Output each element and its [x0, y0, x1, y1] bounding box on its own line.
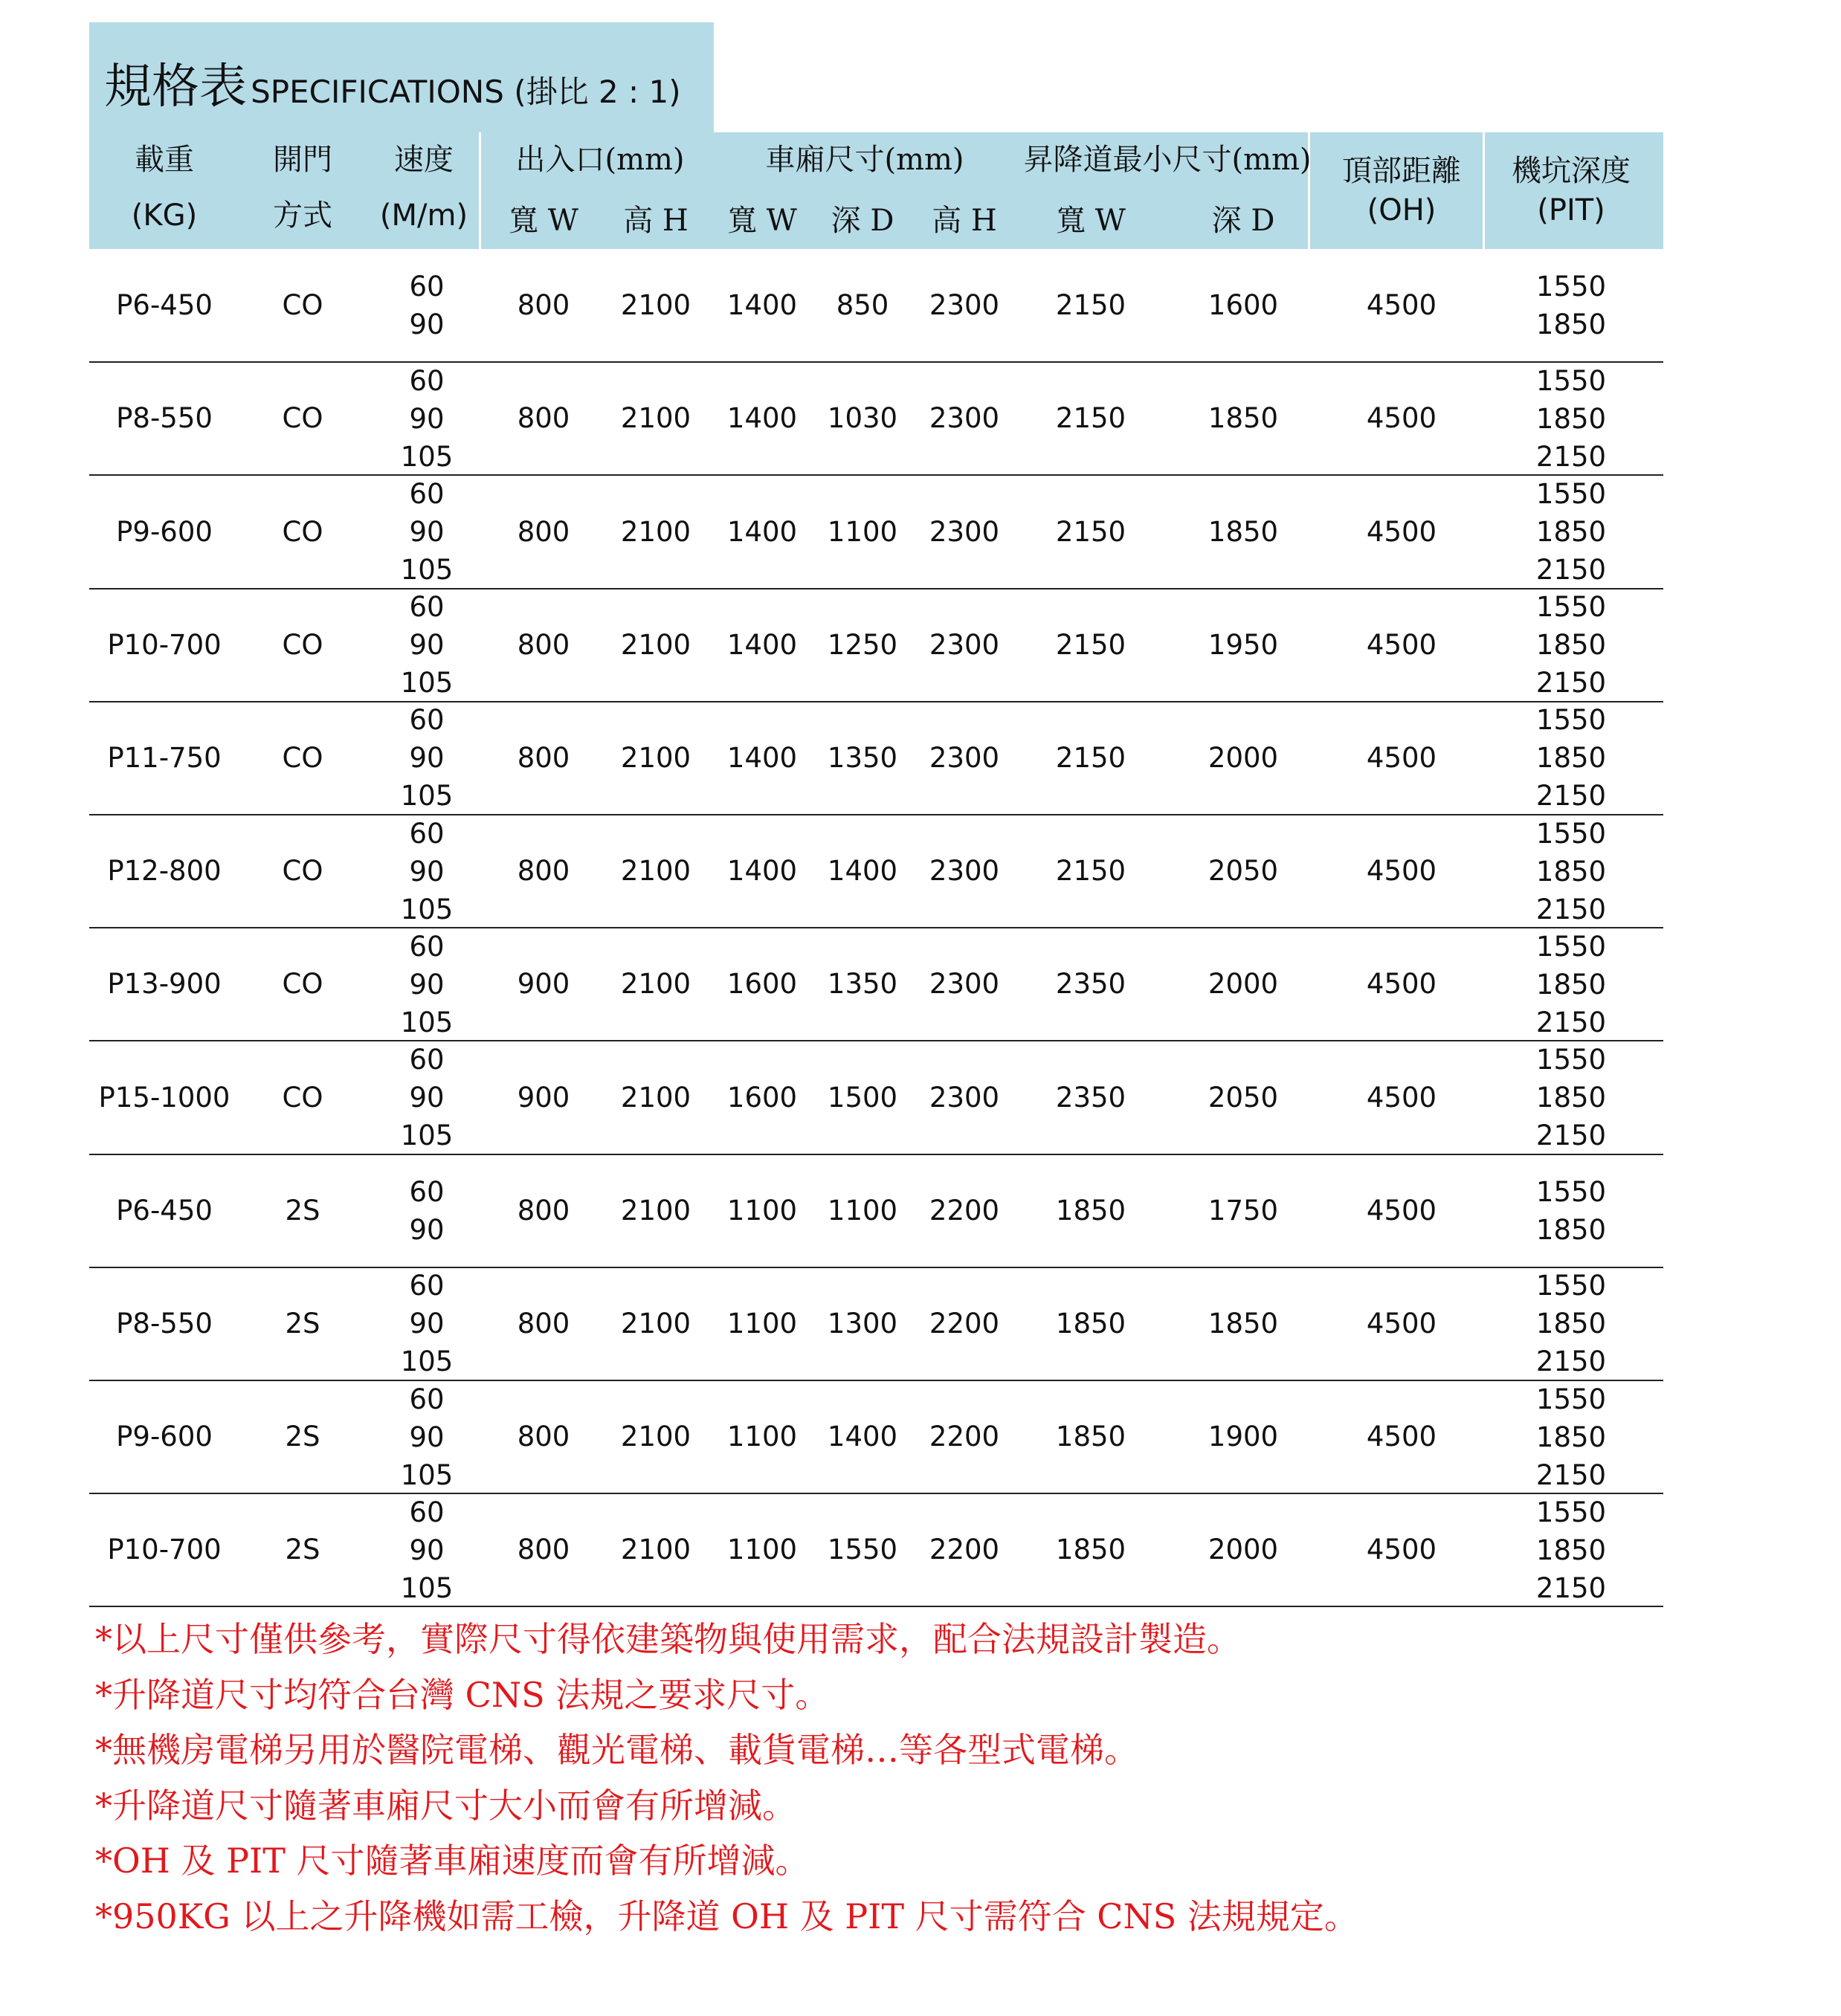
cell-value: 1550	[1535, 271, 1607, 303]
cell-cw: 1100	[726, 1534, 798, 1566]
cell-speed	[401, 1380, 454, 1494]
cell-oh: 4500	[1366, 402, 1437, 435]
cell-pit	[1536, 815, 1606, 928]
cell-model: P10-700	[107, 1534, 222, 1566]
cell-model: P10-700	[107, 628, 222, 661]
cell-eh: 2100	[620, 855, 691, 888]
header-car-width: 寬 W	[727, 204, 797, 238]
cell-value: 60	[409, 1496, 445, 1528]
cell-model: P15-1000	[98, 1081, 230, 1114]
cell-hw: 2150	[1055, 628, 1126, 661]
cell-value: 1850	[1535, 1082, 1607, 1114]
cell-cw: 1100	[726, 1421, 798, 1453]
cell-value: 105	[400, 1006, 454, 1038]
cell-ew: 800	[517, 289, 570, 322]
cell-value: 90	[409, 402, 445, 435]
cell-oh: 4500	[1366, 628, 1437, 661]
cell-eh: 2100	[620, 515, 691, 548]
cell-pit	[1536, 1493, 1606, 1607]
header-hoistway-depth: 深 D	[1211, 204, 1275, 238]
header-door: 開門	[273, 143, 332, 177]
cell-cd: 1030	[827, 402, 898, 435]
cell-value: 2150	[1535, 554, 1607, 586]
header-separator	[479, 132, 481, 249]
cell-value: 2150	[1535, 1571, 1607, 1604]
cell-cd: 1400	[827, 1421, 898, 1453]
cell-value: 60	[409, 1175, 445, 1208]
cell-value: 90	[409, 1534, 445, 1566]
cell-hw: 2150	[1055, 515, 1126, 548]
row-divider	[89, 1380, 1663, 1381]
header-separator	[1483, 132, 1485, 249]
cell-value: 1850	[1535, 516, 1607, 548]
cell-value: 1850	[1535, 402, 1607, 435]
header-hoistway: 昇降道最小尺寸(mm)	[1023, 143, 1312, 177]
cell-oh: 4500	[1366, 1081, 1437, 1114]
cell-oh: 4500	[1366, 1307, 1437, 1340]
note: *無機房電梯另用於醫院電梯、觀光電梯、載貨電梯…等各型式電梯。	[95, 1730, 1138, 1770]
cell-value: 1850	[1535, 742, 1607, 775]
header-speed: 速度	[394, 143, 454, 177]
row-divider	[89, 474, 1663, 476]
cell-speed	[401, 1493, 454, 1607]
cell-value: 1850	[1535, 629, 1607, 662]
cell-pit	[1536, 268, 1606, 343]
cell-value: 1550	[1535, 478, 1607, 510]
cell-model: P6-450	[116, 289, 213, 322]
cell-value: 90	[409, 855, 445, 888]
cell-cd: 1100	[827, 515, 898, 548]
cell-value: 2150	[1535, 1458, 1607, 1491]
title-tab	[89, 22, 714, 134]
cell-value: 2150	[1535, 440, 1607, 473]
header-speed-unit: (M/m)	[379, 198, 468, 233]
cell-ch: 2300	[929, 855, 1000, 888]
cell-value: 2150	[1535, 1345, 1607, 1378]
cell-oh: 4500	[1366, 1421, 1437, 1453]
cell-value: 105	[400, 667, 454, 700]
cell-value: 105	[400, 440, 454, 473]
cell-hd: 1600	[1208, 289, 1279, 322]
cell-eh: 2100	[620, 289, 691, 322]
cell-cw: 1600	[726, 968, 798, 1001]
cell-ch: 2300	[929, 628, 1000, 661]
cell-hw: 1850	[1055, 1534, 1126, 1566]
cell-value: 1550	[1535, 1175, 1607, 1208]
cell-cd: 1250	[827, 628, 898, 661]
header-load-unit: (KG)	[131, 198, 198, 233]
cell-pit	[1536, 928, 1606, 1041]
cell-cw: 1100	[726, 1307, 798, 1340]
cell-value: 90	[409, 968, 445, 1001]
cell-hd: 1950	[1208, 628, 1279, 661]
header-oh: 頂部距離	[1342, 154, 1461, 188]
cell-hw: 1850	[1055, 1194, 1126, 1227]
header-car: 車廂尺寸(mm)	[765, 143, 964, 177]
cell-door: 2S	[285, 1421, 320, 1453]
cell-value: 1850	[1535, 308, 1607, 341]
cell-ch: 2300	[929, 515, 1000, 548]
cell-ch: 2200	[929, 1194, 1000, 1227]
cell-oh: 4500	[1366, 1194, 1437, 1227]
cell-speed	[401, 588, 454, 702]
cell-model: P12-800	[107, 855, 222, 888]
cell-oh: 4500	[1366, 515, 1437, 548]
cell-model: P9-600	[116, 1421, 213, 1453]
cell-cw: 1400	[726, 855, 798, 888]
cell-eh: 2100	[620, 741, 691, 774]
cell-door: CO	[282, 515, 323, 548]
cell-value: 90	[409, 1213, 445, 1246]
cell-door: CO	[282, 402, 323, 435]
cell-value: 60	[409, 591, 445, 624]
cell-hw: 1850	[1055, 1307, 1126, 1340]
cell-oh: 4500	[1366, 289, 1437, 322]
cell-ew: 800	[517, 1534, 570, 1566]
cell-door: CO	[282, 855, 323, 888]
row-divider	[89, 1493, 1663, 1494]
cell-ew: 800	[517, 855, 570, 888]
header-oh-unit: (OH)	[1367, 193, 1437, 227]
cell-speed	[409, 1173, 444, 1249]
row-divider	[89, 701, 1663, 702]
cell-ew: 900	[517, 968, 570, 1001]
cell-ew: 900	[517, 1081, 570, 1114]
cell-pit	[1536, 1041, 1606, 1154]
cell-ch: 2200	[929, 1534, 1000, 1566]
cell-eh: 2100	[620, 968, 691, 1001]
cell-speed	[409, 268, 444, 343]
cell-pit	[1536, 1267, 1606, 1380]
cell-value: 90	[409, 1421, 445, 1453]
cell-door: CO	[282, 628, 323, 661]
cell-value: 2150	[1535, 780, 1607, 812]
cell-value: 1850	[1535, 1213, 1607, 1246]
cell-value: 60	[409, 704, 445, 737]
cell-cd: 850	[836, 289, 889, 322]
cell-oh: 4500	[1366, 1534, 1437, 1566]
cell-value: 90	[409, 629, 445, 662]
cell-value: 90	[409, 1082, 445, 1114]
cell-hd: 1900	[1208, 1421, 1279, 1453]
row-divider	[89, 927, 1663, 928]
cell-cd: 1550	[827, 1534, 898, 1566]
cell-eh: 2100	[620, 628, 691, 661]
cell-value: 90	[409, 742, 445, 775]
cell-hd: 2050	[1208, 1081, 1279, 1114]
cell-value: 1850	[1535, 968, 1607, 1001]
cell-value: 1850	[1535, 1308, 1607, 1340]
cell-value: 2150	[1535, 893, 1607, 925]
cell-cw: 1400	[726, 402, 798, 435]
cell-hw: 2150	[1055, 289, 1126, 322]
cell-ch: 2200	[929, 1421, 1000, 1453]
cell-ch: 2200	[929, 1307, 1000, 1340]
cell-eh: 2100	[620, 1534, 691, 1566]
cell-cd: 1300	[827, 1307, 898, 1340]
cell-door: CO	[282, 741, 323, 774]
cell-eh: 2100	[620, 1081, 691, 1114]
header-door-type: 方式	[273, 198, 332, 233]
cell-value: 105	[400, 1120, 454, 1151]
header-entrance: 出入口(mm)	[515, 143, 685, 177]
cell-value: 60	[409, 1270, 445, 1302]
cell-cw: 1400	[726, 741, 798, 774]
cell-value: 2150	[1535, 1006, 1607, 1038]
note: *OH 及 PIT 尺寸隨著車廂速度而會有所增減。	[95, 1841, 810, 1881]
cell-pit	[1536, 701, 1606, 815]
cell-value: 60	[409, 271, 445, 303]
cell-hd: 1850	[1208, 1307, 1279, 1340]
cell-value: 1850	[1535, 855, 1607, 888]
cell-eh: 2100	[620, 1421, 691, 1453]
header-car-depth: 深 D	[831, 204, 894, 238]
header-entrance-height: 高 H	[623, 204, 689, 238]
row-divider	[89, 814, 1663, 815]
title-zh: 規格表	[104, 59, 247, 114]
cell-value: 90	[409, 1308, 445, 1340]
cell-hw: 2350	[1055, 968, 1126, 1001]
cell-pit	[1536, 588, 1606, 702]
row-divider	[89, 361, 1663, 363]
cell-value: 1550	[1535, 591, 1607, 624]
cell-ch: 2300	[929, 968, 1000, 1001]
cell-value: 60	[409, 478, 445, 510]
cell-pit	[1536, 1380, 1606, 1494]
cell-door: 2S	[285, 1194, 320, 1227]
cell-cd: 1350	[827, 741, 898, 774]
cell-door: 2S	[285, 1534, 320, 1566]
cell-speed	[401, 1267, 454, 1380]
cell-speed	[401, 1041, 454, 1154]
cell-value: 90	[409, 516, 445, 548]
cell-hd: 2000	[1208, 741, 1279, 774]
cell-cw: 1600	[726, 1081, 798, 1114]
cell-hd: 1850	[1208, 402, 1279, 435]
cell-eh: 2100	[620, 1307, 691, 1340]
note: *950KG 以上之升降機如需工檢，升降道 OH 及 PIT 尺寸需符合 CNS 法規規定。	[95, 1896, 1358, 1936]
cell-hw: 2150	[1055, 402, 1126, 435]
cell-speed	[401, 701, 454, 815]
cell-model: P9-600	[116, 515, 213, 548]
cell-eh: 2100	[620, 1194, 691, 1227]
cell-model: P13-900	[107, 968, 222, 1001]
cell-speed	[401, 928, 454, 1041]
cell-hw: 1850	[1055, 1421, 1126, 1453]
cell-model: P6-450	[116, 1194, 213, 1227]
cell-oh: 4500	[1366, 855, 1437, 888]
cell-pit	[1536, 1173, 1606, 1249]
row-divider	[89, 1267, 1663, 1268]
cell-value: 60	[409, 817, 445, 850]
cell-cd: 1500	[827, 1081, 898, 1114]
cell-ew: 800	[517, 1421, 570, 1453]
cell-hd: 1750	[1208, 1194, 1279, 1227]
cell-model: P8-550	[116, 402, 213, 435]
header-load: 載重	[135, 143, 194, 177]
page-title	[104, 48, 681, 117]
cell-value: 1550	[1535, 930, 1607, 963]
cell-hd: 1850	[1208, 515, 1279, 548]
cell-door: CO	[282, 968, 323, 1001]
cell-ew: 800	[517, 1194, 570, 1227]
cell-value: 1850	[1535, 1534, 1607, 1566]
cell-value: 1550	[1535, 1270, 1607, 1302]
cell-cd: 1350	[827, 968, 898, 1001]
cell-value: 2150	[1535, 1120, 1607, 1151]
cell-value: 60	[409, 1044, 445, 1076]
cell-value: 1550	[1535, 1496, 1607, 1528]
title-en: SPECIFICATIONS (掛比 2 : 1)	[251, 74, 681, 110]
cell-door: 2S	[285, 1307, 320, 1340]
cell-value: 1850	[1535, 1421, 1607, 1453]
row-divider	[89, 1040, 1663, 1041]
cell-cw: 1400	[726, 515, 798, 548]
cell-hw: 2350	[1055, 1081, 1126, 1114]
notes	[95, 1612, 1358, 1944]
cell-hw: 2150	[1055, 741, 1126, 774]
cell-ew: 800	[517, 402, 570, 435]
cell-value: 60	[409, 1383, 445, 1415]
cell-pit	[1536, 362, 1606, 476]
cell-eh: 2100	[620, 402, 691, 435]
cell-cw: 1100	[726, 1194, 798, 1227]
cell-value: 1550	[1535, 364, 1607, 397]
cell-oh: 4500	[1366, 741, 1437, 774]
cell-value: 2150	[1535, 667, 1607, 700]
header-car-height: 高 H	[932, 204, 997, 238]
cell-value: 1550	[1535, 1044, 1607, 1076]
cell-hw: 2150	[1055, 855, 1126, 888]
cell-value: 1550	[1535, 817, 1607, 850]
note: *升降道尺寸隨著車廂尺寸大小而會有所增減。	[95, 1785, 796, 1826]
row-divider	[89, 1154, 1663, 1155]
cell-value: 90	[409, 308, 445, 341]
cell-speed	[401, 475, 454, 589]
header-pit-unit: (PIT)	[1537, 193, 1605, 227]
cell-hd: 2050	[1208, 855, 1279, 888]
cell-value: 105	[400, 1571, 454, 1604]
cell-ew: 800	[517, 741, 570, 774]
cell-model: P8-550	[116, 1307, 213, 1340]
cell-cd: 1400	[827, 855, 898, 888]
cell-ew: 800	[517, 1307, 570, 1340]
note: *以上尺寸僅供參考，實際尺寸得依建築物與使用需求，配合法規設計製造。	[95, 1619, 1241, 1659]
header-hoistway-width: 寬 W	[1056, 204, 1126, 238]
cell-model: P11-750	[107, 741, 222, 774]
cell-value: 105	[400, 780, 454, 812]
note: *升降道尺寸均符合台灣 CNS 法規之要求尺寸。	[95, 1674, 830, 1715]
cell-value: 105	[400, 554, 454, 586]
cell-pit	[1536, 475, 1606, 589]
cell-hd: 2000	[1208, 968, 1279, 1001]
cell-cd: 1100	[827, 1194, 898, 1227]
cell-door: CO	[282, 289, 323, 322]
cell-value: 60	[409, 930, 445, 963]
cell-value: 105	[400, 1458, 454, 1491]
cell-value: 1550	[1535, 1383, 1607, 1415]
cell-value: 105	[400, 893, 454, 925]
cell-ew: 800	[517, 515, 570, 548]
header-pit: 機坑深度	[1512, 154, 1631, 188]
cell-value: 60	[409, 364, 445, 397]
cell-oh: 4500	[1366, 968, 1437, 1001]
header-entrance-width: 寬 W	[509, 204, 578, 238]
cell-ch: 2300	[929, 289, 1000, 322]
cell-cw: 1400	[726, 289, 798, 322]
cell-speed	[401, 362, 454, 476]
cell-speed	[401, 815, 454, 928]
cell-hd: 2000	[1208, 1534, 1279, 1566]
row-divider	[89, 1606, 1663, 1607]
cell-ch: 2300	[929, 402, 1000, 435]
cell-ch: 2300	[929, 741, 1000, 774]
cell-ew: 800	[517, 628, 570, 661]
cell-value: 105	[400, 1345, 454, 1378]
cell-cw: 1400	[726, 628, 798, 661]
cell-door: CO	[282, 1081, 323, 1114]
row-divider	[89, 588, 1663, 589]
cell-value: 1550	[1535, 704, 1607, 737]
cell-ch: 2300	[929, 1081, 1000, 1114]
